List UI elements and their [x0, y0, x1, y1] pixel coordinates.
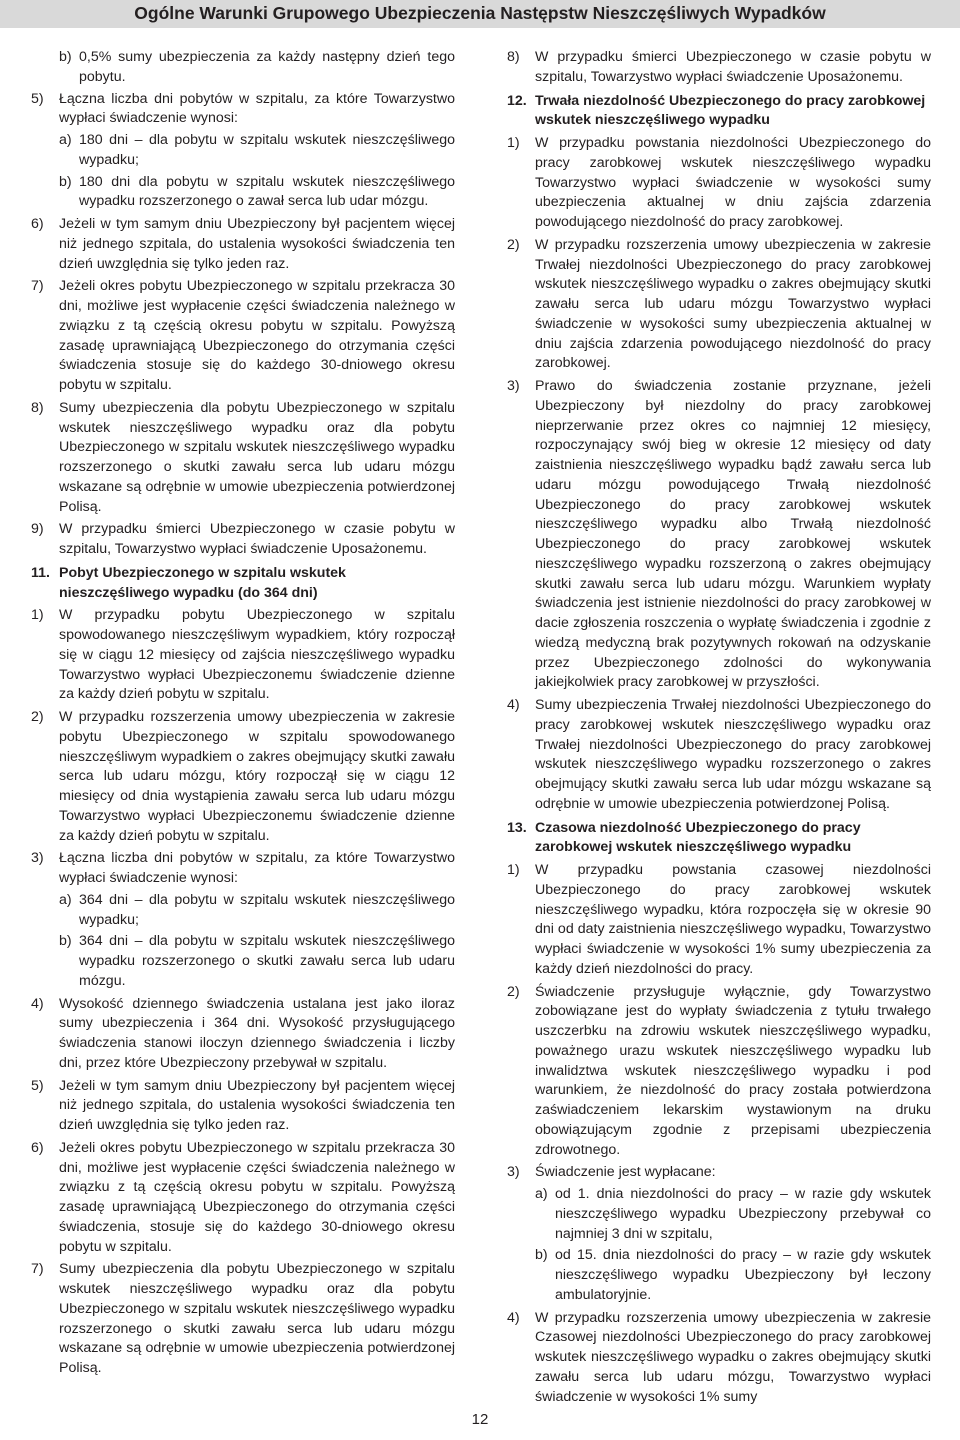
list-item [507, 861, 931, 980]
sub-item [59, 932, 455, 991]
section-number: 12. [507, 92, 527, 109]
item-text: Jeżeli okres pobytu Ubezpieczonego w szpitalu przekracza 30 dni, możliwe jest wypłacenie części świadczenia należnego w związku z tą częścią okresu pobytu w szpitalu. Powyższą zasadę uprawniającą Ubezpieczonego do otrzymania części świadczenia stosuje się do każdego 30-dniowego okresu pobytu w szpitalu. [59, 278, 455, 393]
list-item [31, 708, 455, 846]
item-text: W przypadku śmierci Ubezpieczonego w czasie pobytu w szpitalu, Towarzystwo wypłaci świadczenie Uposażonemu. [535, 49, 931, 85]
list-item [31, 277, 455, 396]
list-item [31, 849, 455, 991]
sub-item [535, 1185, 931, 1244]
item-text: Łączna liczba dni pobytów w szpitalu, za które Towarzystwo wypłaci świadczenie wynosi: [59, 850, 455, 886]
section-number: 13. [507, 819, 527, 836]
list-item [31, 215, 455, 274]
list-item [31, 90, 455, 213]
item-text: od 15. dnia niezdolności do pracy – w razie gdy wskutek nieszczęśliwego wypadku Ubezpieczony był leczony ambulatoryjnie. [555, 1247, 931, 1303]
list-item [59, 48, 455, 88]
item-number: 9) [31, 521, 44, 538]
item-text: Sumy ubezpieczenia dla pobytu Ubezpieczonego w szpitalu wskutek nieszczęśliwego wypadku oraz dla pobytu Ubezpieczonego w szpitalu wskutek nieszczęśliwego wypadku rozszerzonego o skutki zawału serca lub udaru mózgu wskazane są odrębnie w umowie ubezpieczenia potwierdzonej Polisą. [59, 399, 455, 515]
section-title: Pobyt Ubezpieczonego w szpitalu wskutek nieszczęśliwego wypadku (do 364 dni) [59, 564, 346, 601]
item-number: 2) [31, 709, 44, 725]
item-text: W przypadku powstania niezdolności Ubezpieczonego do pracy zarobkowej wskutek nieszczęśliwego wypadku Towarzystwo wypłaci świadczenie w wysokości sumy ubezpieczenia aktualnej w dniu zajścia zdarzenia powodującego niezdolność do pracy zarobkowej. [535, 135, 931, 230]
list-item [507, 1309, 931, 1408]
list-item [31, 520, 455, 560]
item-text: Jeżeli w tym samym dniu Ubezpieczony był pacjentem więcej niż jednego szpitala, do ustalenia wysokości świadczenia ten dzień uwzględnia się tylko jeden raz. [59, 216, 455, 272]
item-text: Jeżeli okres pobytu Ubezpieczonego w szpitalu przekracza 30 dni, możliwe jest wypłacenie części świadczenia należnego w związku z tą częścią okresu pobytu w szpitalu. Powyższą zasadę uprawniającą Ubezpieczonego do otrzymania części świadczenia, stosuje się do każdego 30-dniowego okresu pobytu w szpitalu. [59, 1139, 455, 1255]
list-item [31, 995, 455, 1074]
item-text: W przypadku rozszerzenia umowy ubezpieczenia w zakresie Czasowej niezdolności Ubezpieczonego do pracy zarobkowej wskutek nieszczęśliwego wypadku o zakres obejmujący skutki zawału serca lub udaru mózgu, Towarzystwo wypłaci świadczenie w wysokości 1% sumy [535, 1309, 931, 1405]
list-item [507, 48, 931, 88]
item-number: 8) [507, 49, 520, 65]
right-column [507, 48, 931, 1410]
item-text: Jeżeli w tym samym dniu Ubezpieczony był pacjentem więcej niż jednego szpitala, do ustalenia wysokości świadczenia ten dzień uwzględnia się tylko jeden raz. [59, 1077, 455, 1133]
left-column [31, 48, 455, 1382]
item-text: Świadczenie przysługuje wyłącznie, gdy Towarzystwo zobowiązane jest do wypłaty świadczenia z tytułu trwałego uszczerbku na zdrowiu wskutek nieszczęśliwego wypadku, poważnego urazu wskutek nieszczęśliwego wypadku lub inwalidztwa wskutek nieszczęśliwego wypadku i pod warunkiem, że niezdolność do pracy została potwierdzona zaświadczeniem lekarskim wystawionym na druku obowiązującym zgodnie z przepisami ubezpieczenia zdrowotnego. [535, 983, 931, 1158]
item-number: 1) [507, 862, 520, 878]
list-item [31, 1139, 455, 1258]
section-heading [31, 564, 455, 604]
item-number: 8) [31, 399, 44, 416]
item-number: 1) [507, 135, 520, 151]
item-number: 3) [507, 1164, 520, 1181]
item-number: 4) [507, 1309, 520, 1326]
item-text: Sumy ubezpieczenia Trwałej niezdolności Ubezpieczonego do pracy zarobkowej wskutek nieszczęśliwego wypadku oraz Trwałej niezdolności Ubezpieczonego do pracy zarobkowej wskutek nieszczęśliwego wypadku rozszerzonego o zakres obejmujący skutki zawału serca lub udar mózgu wskazane są odrębnie w umowie ubezpieczenia potwierdzonej Polisą. [535, 697, 931, 812]
list-item [507, 236, 931, 374]
item-text: W przypadku powstania czasowej niezdolności Ubezpieczonego do pracy zarobkowej wskutek nieszczęśliwego wypadku, która rozpoczęła się w okresie 90 dni od daty zaistnienia nieszczęśliwego wypadku, Towarzystwo wypłaci świadczenie w wysokości 1% sumy ubezpieczenia za każdy dzień niezdolności do pracy. [535, 862, 931, 977]
section-number: 11. [31, 564, 50, 581]
list-item [507, 377, 931, 693]
item-text: Wysokość dziennego świadczenia ustalana jest jako iloraz sumy ubezpieczenia i 364 dni. Wysokość przysługującego świadczenia stanowi iloczyn dziennego świadczenia i liczby dni, przez które Ubezpieczony przebywał w szpitalu. [59, 995, 455, 1071]
section-title: Czasowa niezdolność Ubezpieczonego do pracy zarobkowej wskutek nieszczęśliwego wypadku [535, 819, 861, 856]
sub-item [535, 1246, 931, 1305]
item-number: a) [535, 1186, 548, 1202]
item-number: 3) [507, 378, 520, 394]
item-number: b) [59, 933, 72, 950]
item-text: od 1. dnia niezdolności do pracy – w razie gdy wskutek nieszczęśliwego wypadku Ubezpieczony przebywał co najmniej 3 dni w szpitalu, [555, 1186, 931, 1242]
item-number: b) [59, 173, 72, 190]
sub-item [59, 891, 455, 931]
page-number: 12 [471, 1411, 489, 1428]
item-number: 5) [31, 1077, 44, 1094]
item-number: 4) [507, 697, 520, 713]
item-text: W przypadku rozszerzenia umowy ubezpieczenia w zakresie Trwałej niezdolności Ubezpieczonego do pracy zarobkowej wskutek nieszczęśliwego wypadku o zakres obejmujący skutki zawału serca lub udaru mózgu Towarzystwo wypłaci świadczenie w wysokości sumy ubezpieczenia aktualnej w dniu zajścia zdarzenia powodującego niezdolność do pracy zarobkowej. [535, 236, 931, 372]
list-item [31, 1077, 455, 1136]
item-number: 7) [31, 278, 44, 295]
item-text: Sumy ubezpieczenia dla pobytu Ubezpieczonego w szpitalu wskutek nieszczęśliwego wypadku oraz dla pobytu Ubezpieczonego w szpitalu wskutek nieszczęśliwego wypadku rozszerzonego o skutki zawału serca lub udaru mózgu wskazane są odrębnie w umowie ubezpieczenia potwierdzonej Polisą. [59, 1261, 455, 1376]
item-number: 2) [507, 983, 520, 1000]
item-text: W przypadku pobytu Ubezpieczonego w szpitalu spowodowanego nieszczęśliwym wypadkiem, który rozpoczął się w ciągu 12 miesięcy od zajścia nieszczęśliwego wypadku Towarzystwo wypłaci Ubezpieczonemu świadczenie dzienne za każdy dzień pobytu w szpitalu. [59, 607, 455, 703]
sub-item [59, 131, 455, 171]
sub-item [59, 173, 455, 213]
item-number: 3) [31, 850, 44, 867]
item-number: a) [59, 891, 72, 908]
list-item [507, 696, 931, 815]
list-item [507, 134, 931, 233]
list-item [507, 1163, 931, 1305]
item-number: b) [59, 49, 72, 65]
item-number: b) [535, 1247, 548, 1264]
item-text: 0,5% sumy ubezpieczenia za każdy następny dzień tego pobytu. [79, 49, 455, 85]
item-text: Świadczenie jest wypłacane: [535, 1164, 716, 1181]
item-number: 6) [31, 1139, 44, 1156]
item-text: W przypadku rozszerzenia umowy ubezpieczenia w zakresie pobytu Ubezpieczonego w szpitalu spowodowanego nieszczęśliwym wypadkiem o zakres obejmujący skutki zawału serca lub udaru mózgu, który rozpoczął się w ciągu 12 miesięcy od dnia wystąpienia zawału serca lub udaru mózgu Towarzystwo wypłaci Ubezpieczonemu świadczenie dzienne za każdy dzień pobytu w szpitalu. [59, 709, 455, 844]
item-number: 4) [31, 995, 44, 1012]
item-text: Łączna liczba dni pobytów w szpitalu, za które Towarzystwo wypłaci świadczenie wynosi: [59, 90, 455, 127]
item-text: 364 dni – dla pobytu w szpitalu wskutek nieszczęśliwego wypadku; [79, 891, 455, 928]
item-number: 6) [31, 216, 44, 232]
item-text: Prawo do świadczenia zostanie przyznane, jeżeli Ubezpieczony był niezdolny do pracy zarobkowej nieprzerwanie przez okres co najmniej 12 miesięcy, rozpoczynający swój bieg w okresie 12 miesięcy od daty zaistnienia nieszczęśliwego wypadku bądź zawału serca lub udaru mózgu powodującego Trwałą niezdolność Ubezpieczonego do pracy zarobkowej wskutek nieszczęśliwego wypadku albo Trwałą niezdolność Ubezpieczonego do pracy zarobkowej wskutek nieszczęśliwego wypadku rozszerzoną o zakres obejmujący skutki zawału serca lub udaru mózgu. Warunkiem wypłaty świadczenia jest istnienie niezdolności do pracy zarobkowej w dacie zgłoszenia roszczenia o wypłatę świadczenia i zgodnie z wiedzą medyczną brak pozytywnych rokowań na odzyskanie przez Ubezpieczonego zdolności do wykonywania jakiejkolwiek pracy zarobkowej w przyszłości. [535, 378, 931, 691]
list-item [31, 399, 455, 518]
item-text: 180 dni – dla pobytu w szpitalu wskutek nieszczęśliwego wypadku; [79, 132, 455, 168]
item-text: W przypadku śmierci Ubezpieczonego w czasie pobytu w szpitalu, Towarzystwo wypłaci świadczenie Uposażonemu. [59, 521, 455, 557]
page-title: Ogólne Warunki Grupowego Ubezpieczenia Następstw Nieszczęśliwych Wypadków [134, 3, 826, 23]
item-number: 7) [31, 1261, 44, 1278]
item-text: 180 dni dla pobytu w szpitalu wskutek nieszczęśliwego wypadku rozszerzonego o zawał serca lub udar mózgu. [79, 173, 455, 210]
section-heading [507, 819, 931, 859]
list-item [507, 983, 931, 1161]
item-number: 5) [31, 90, 44, 107]
item-number: 1) [31, 607, 44, 624]
item-text: 364 dni – dla pobytu w szpitalu wskutek nieszczęśliwego wypadku rozszerzonego o skutki zawału serca lub udaru mózgu. [79, 933, 455, 989]
section-heading [507, 92, 931, 132]
section-title: Trwała niezdolność Ubezpieczonego do pracy zarobkowej wskutek nieszczęśliwego wypadku [535, 92, 926, 129]
list-item [31, 606, 455, 705]
item-number: a) [59, 132, 72, 148]
item-number: 2) [507, 236, 520, 253]
list-item [31, 1260, 455, 1379]
